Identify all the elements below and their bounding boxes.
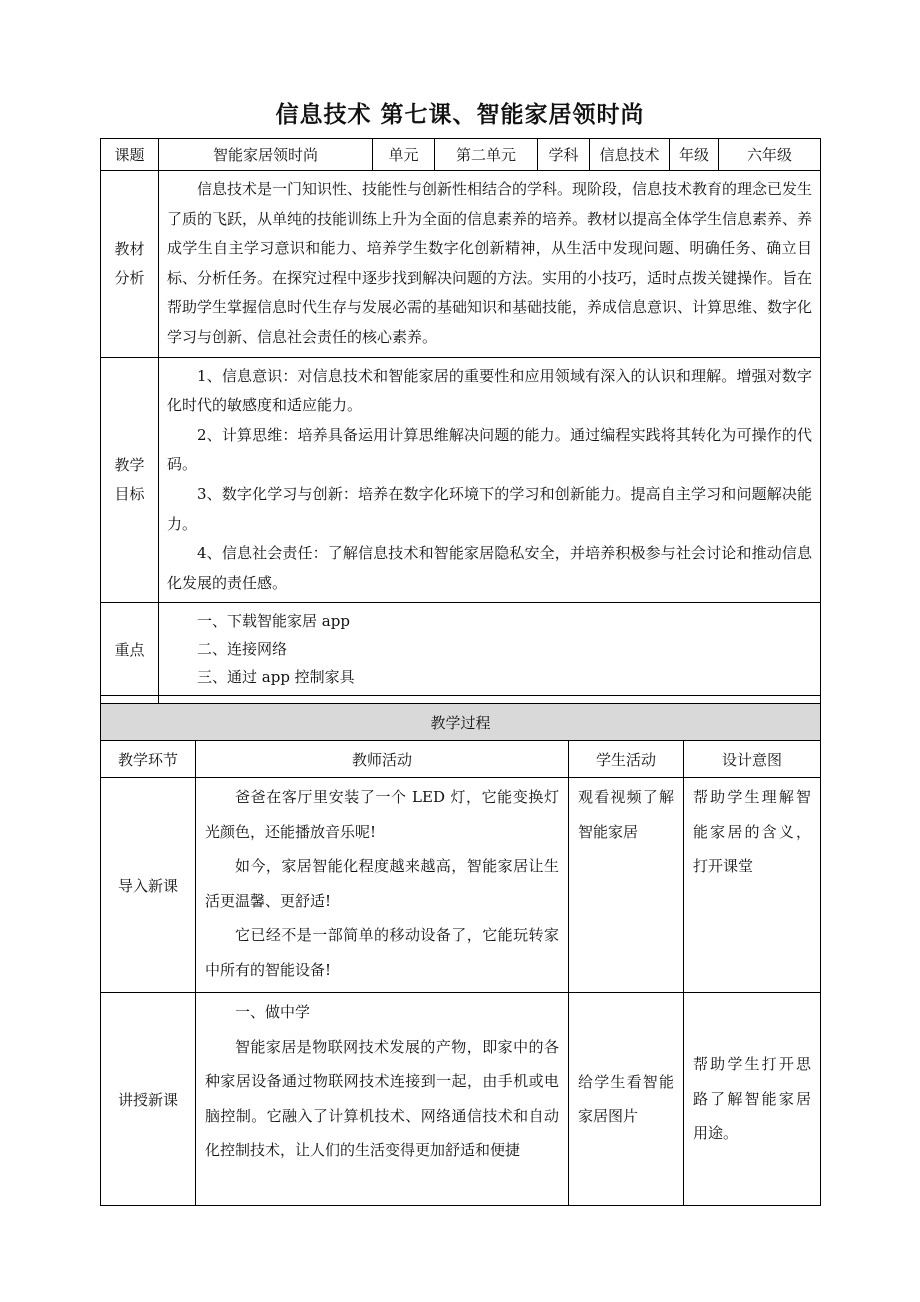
teacher-activity-cell	[196, 778, 569, 993]
key-point-item: 三、通过 app 控制家具	[197, 668, 355, 687]
stage-cell: 导入新课	[101, 778, 196, 993]
teaching-goals-label-line2: 目标	[114, 484, 145, 503]
material-analysis-text-cell	[159, 171, 821, 358]
teaching-goals-label-line1: 教学	[114, 455, 145, 474]
teacher-activity-paragraph: 它已经不是一部简单的移动设备了，它能玩转家中所有的智能设备!	[205, 926, 559, 979]
teaching-goals-row	[101, 357, 821, 603]
teaching-goal-item: 4、信息社会责任：了解信息技术和智能家居隐私安全，并培养积极参与社会讨论和推动信息化发展的责任感。	[167, 544, 812, 592]
column-header: 教师活动	[196, 741, 569, 778]
stage-cell: 讲授新课	[101, 993, 196, 1206]
design-intent-cell	[684, 993, 821, 1206]
topic-label: 课题	[101, 139, 159, 171]
key-point-item: 二、连接网络	[197, 640, 288, 659]
material-analysis-label-line2: 分析	[114, 268, 145, 287]
process-header-row	[101, 704, 821, 741]
teacher-activity-paragraph: 如今，家居智能化程度越来越高，智能家居让生活更温馨、更舒适!	[205, 857, 559, 910]
column-header: 设计意图	[684, 741, 821, 778]
teaching-goals-cell	[159, 357, 821, 603]
table-row	[101, 993, 821, 1206]
student-activity-cell	[569, 778, 684, 993]
teacher-activity-paragraph: 一、做中学	[235, 1003, 311, 1021]
teacher-activity-paragraph: 智能家居是物联网技术发展的产物，即家中的各种家居设备通过物联网技术连接到一起，由手机或电脑控制。它融入了计算机技术、网络通信技术和自动化控制技术，让人们的生活变得更加舒适和便捷	[205, 1037, 559, 1159]
teaching-goal-item: 3、数字化学习与创新：培养在数字化环境下的学习和创新能力。提高自主学习和问题解决能力。	[167, 484, 812, 533]
material-analysis-label-line1: 教材	[114, 239, 145, 258]
design-intent-text: 帮助学生打开思路了解智能家居用途。	[693, 1055, 812, 1143]
key-point-item: 一、下载智能家居 app	[197, 612, 350, 631]
teacher-activity-paragraph: 爸爸在客厅里安装了一个 LED 灯，它能变换灯光颜色，还能播放音乐呢!	[205, 788, 559, 841]
header-row	[101, 139, 821, 171]
key-points-row	[101, 603, 821, 696]
lesson-overview-table	[100, 138, 821, 727]
teaching-goal-item: 1、信息意识：对信息技术和智能家居的重要性和应用领域有深入的认识和理解。增强对数字化时代的敏感度和适应能力。	[167, 366, 812, 415]
column-header: 学生活动	[569, 741, 684, 778]
grade-value: 六年级	[719, 139, 821, 171]
topic-value: 智能家居领时尚	[159, 139, 373, 171]
design-intent-text: 帮助学生理解智能家居的含义，打开课堂	[693, 788, 812, 875]
design-intent-cell	[684, 778, 821, 993]
unit-label: 单元	[373, 139, 435, 171]
grade-label: 年级	[670, 139, 719, 171]
student-activity-text: 观看视频了解智能家居	[578, 788, 674, 841]
table-row	[101, 778, 821, 993]
process-columns-row	[101, 741, 821, 778]
subject-label: 学科	[538, 139, 590, 171]
process-header: 教学过程	[101, 704, 821, 741]
material-analysis-label	[101, 171, 159, 358]
teaching-goals-label	[101, 357, 159, 603]
teacher-activity-cell	[196, 993, 569, 1206]
key-points-cell	[159, 603, 821, 696]
teaching-process-table	[100, 703, 821, 1206]
unit-value: 第二单元	[435, 139, 538, 171]
student-activity-text: 给学生看智能家居图片	[578, 1072, 674, 1125]
page-title: 信息技术 第七课、智能家居领时尚	[275, 102, 645, 128]
material-analysis-text: 信息技术是一门知识性、技能性与创新性相结合的学科。现阶段，信息技术教育的理念已发生了质的飞跃，从单纯的技能训练上升为全面的信息素养的培养。教材以提高全体学生信息素养、养成学生自主学习意识和能力、培养学生数字化创新精神，从生活中发现问题、明确任务、确立目标、分析任务。在探究过程中逐步找到解决问题的方法。实用的小技巧，适时点拨关键操作。旨在帮助学生掌握信息时代生存与发展必需的基础知识和基础技能，养成信息意识、计算思维、数字化学习与创新、信息社会责任的核心素养。	[167, 180, 813, 346]
student-activity-cell	[569, 993, 684, 1206]
teaching-goal-item: 2、计算思维：培养具备运用计算思维解决问题的能力。通过编程实践将其转化为可操作的代码。	[167, 425, 812, 474]
subject-value: 信息技术	[590, 139, 670, 171]
column-header: 教学环节	[101, 741, 196, 778]
material-analysis-row	[101, 171, 821, 358]
key-points-label: 重点	[101, 603, 159, 696]
